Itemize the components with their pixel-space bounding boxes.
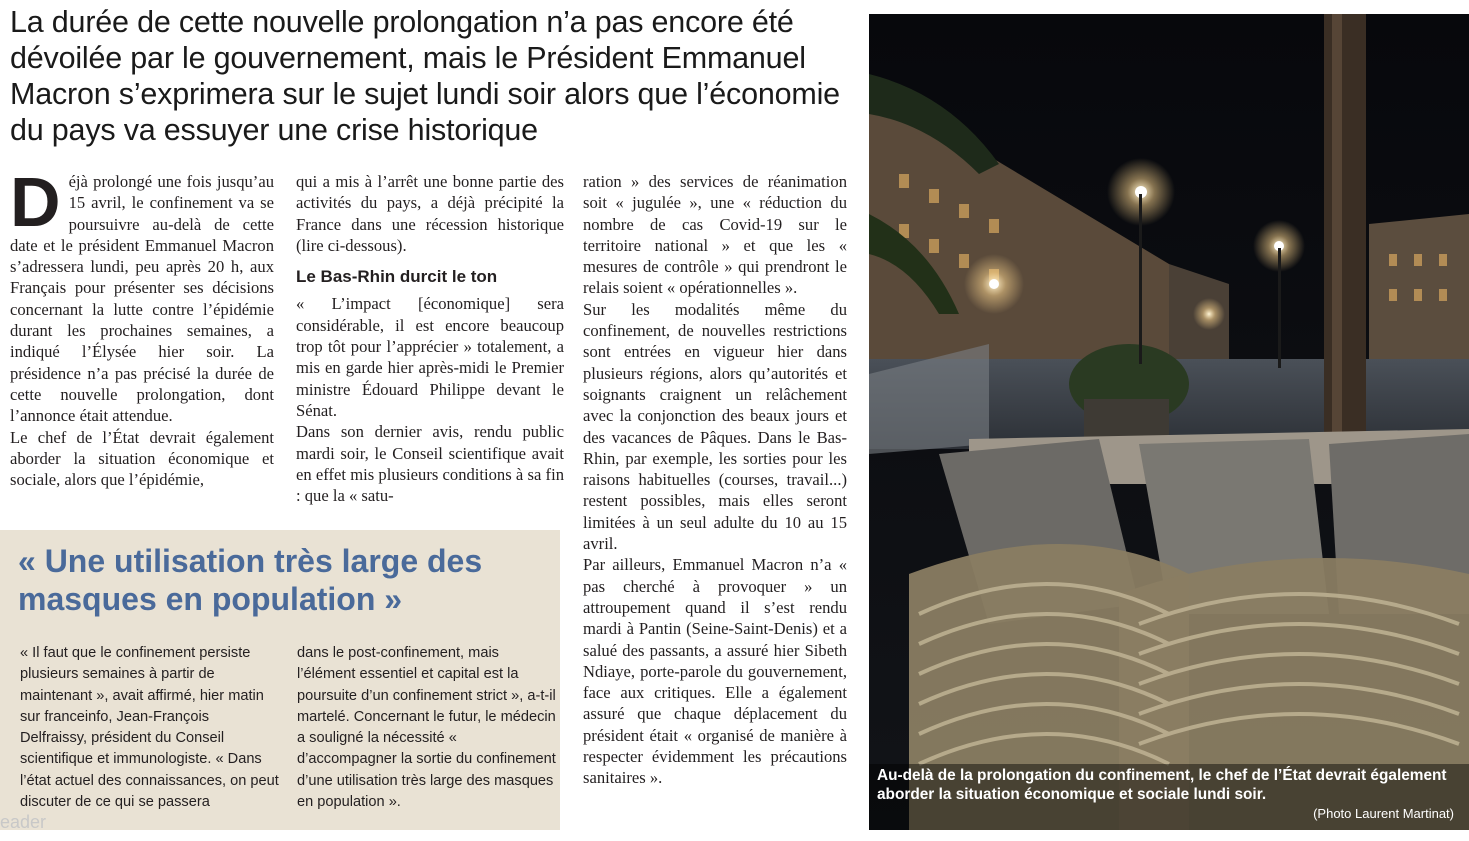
boxout-column-2 (297, 643, 559, 813)
article-paragraph: ration » des services de réanimation soit « jugulée », une « réduction du nombre de cas Covid-19 sur le territoire national » et que les « mesures de contrôle » qui prendront le relais soient « opérationnelles ». (583, 172, 847, 298)
article-paragraph: Dans son dernier avis, rendu public mardi soir, le Conseil scientifique avait en effet mis plusieurs conditions à sa fin : que la « satu- (296, 422, 564, 506)
article-column-3 (583, 171, 847, 789)
section-subhead: Le Bas-Rhin durcit le ton (296, 267, 498, 287)
night-square-terrace-image (869, 14, 1469, 830)
article-paragraph: Par ailleurs, Emmanuel Macron n’a « pas cherché à provoquer » un attroupement quand il s’est rendu mardi à Pantin (Seine-Saint-Denis) et a salué des passants, a assuré hier Sibeth Ndiaye, porte-parole du gouvernement, face aux critiques. Elle a également assuré que chaque déplacement du président était « organisé de manière à respecter évidemment les précautions sanitaires ». (583, 555, 847, 788)
pull-quote: « Une utilisation très large des masques en population » (18, 543, 483, 617)
boxout-paragraph: « Il faut que le confinement persiste plusieurs semaines à partir de maintenant », avait affirmé, hier matin sur franceinfo, Jean-François Delfraissy, président du Conseil scientifique et immunologiste. « Dans l’état actuel des connaissances, on peut discuter de ce qui se passera (20, 645, 279, 811)
boxout-column-1 (20, 643, 280, 813)
article-paragraph: Sur les modalités même du confinement, de nouvelles restrictions sont entrées en vigueur hier dans plusieurs régions, alors qu’autorités et soignants craignent un relâchement avec la conjonction des beaux jours et des vacances de Pâques. Dans le Bas-Rhin, par exemple, les sorties pour les raisons habituelles (courses, travail...) restent possibles, mais elles seront limitées à un seul adulte du 10 au 15 avril. (583, 299, 847, 554)
article-paragraph: « L’impact [économique] sera considérable, il est encore beaucoup trop tôt pour l’apprécier » totalement, a mis en garde hier après-midi le Premier ministre Édouard Philippe devant le Sénat. (296, 294, 564, 420)
photo-caption: Au-delà de la prolongation du confinement, le chef de l’État devrait également aborder la situation économique et sociale lundi soir. (877, 767, 1447, 803)
photo-credit: (Photo Laurent Martinat) (1313, 806, 1454, 821)
article-paragraph: Le chef de l’État devrait également aborder la situation économique et sociale, alors que l’épidémie, (10, 427, 274, 490)
article-paragraph: qui a mis à l’arrêt une bonne partie des activités du pays, a déjà précipité la France dans une récession historique (lire ci-dessous). (296, 172, 564, 255)
headline: La durée de cette nouvelle prolongation n’a pas encore été dévoilée par le gouvernement, mais le Président Emmanuel Macron s’exprimera sur le sujet lundi soir alors que l’économie du pays va essuyer une crise historique (10, 5, 840, 147)
article-column-1 (10, 163, 274, 490)
article-paragraph: éjà prolongé une fois jusqu’au 15 avril, le confinement va se poursuivre au-delà de cette date et le président Emmanuel Macron s’adressera lundi, peu après 20 h, aux Français pour présenter ses décisions concernant la lutte contre l’épidémie durant les prochaines semaines, a indiqué l’Élysée hier soir. La présidence n’a pas précisé la durée de cette nouvelle prolongation, dont l’annonce était attendue. (10, 172, 274, 426)
drop-cap: D (10, 163, 61, 241)
article-column-2 (296, 171, 564, 506)
watermark: eader (0, 812, 47, 832)
boxout-paragraph: dans le post-confinement, mais l’élément essentiel et capital est la poursuite d’un confinement strict », a-t-il martelé. Concernant le futur, le médecin a souligné la nécessité « d’accompagner la sortie du confinement d’une utilisation très large des masques en population ». (297, 645, 556, 811)
news-photo (869, 14, 1469, 830)
